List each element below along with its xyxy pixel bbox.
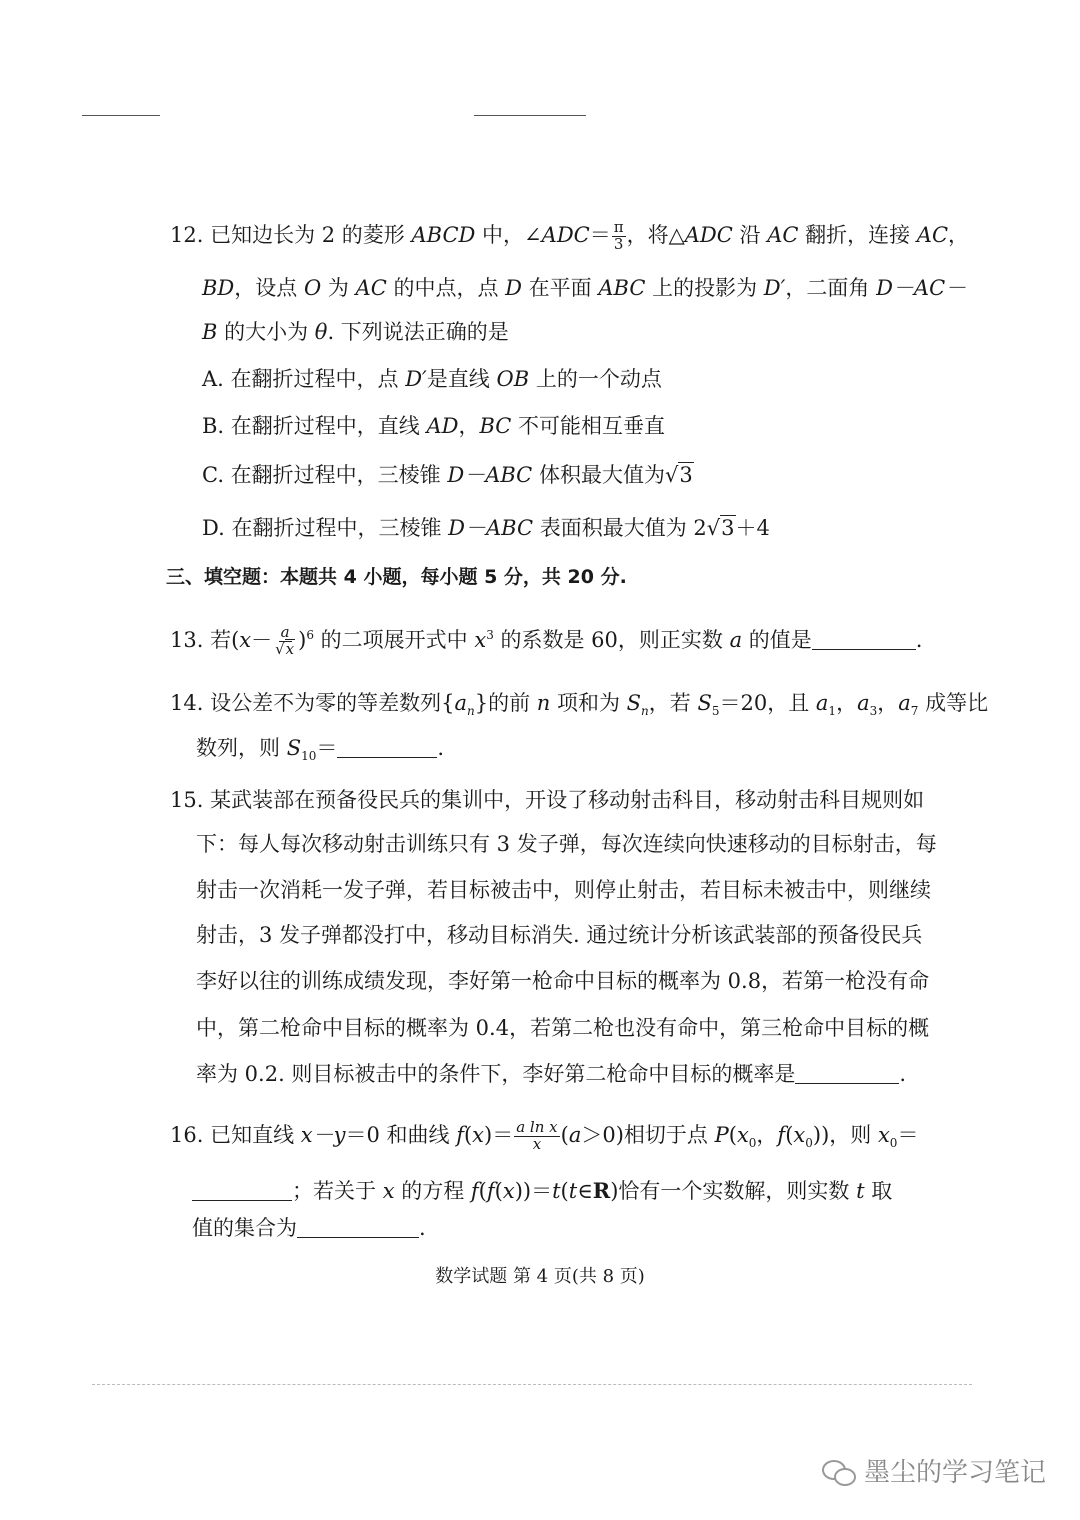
q13-text: 的值是 <box>742 627 812 652</box>
q13-math: a <box>729 627 743 652</box>
q12-line-1 <box>170 220 969 253</box>
frac-den: x <box>532 1134 542 1153</box>
q14-text: ， <box>877 691 899 715</box>
page-footer: 数学试题 第 4 页(共 8 页) <box>435 1266 645 1287</box>
q12-math: ABCD <box>411 222 476 247</box>
q12-math: AC <box>355 276 387 300</box>
q13-math: x <box>474 627 487 652</box>
scan-edge <box>92 1384 972 1385</box>
q13-answer-blank[interactable] <box>812 648 916 650</box>
q12-text: ， <box>948 222 970 247</box>
q16-text: ( <box>478 1179 487 1203</box>
q16-math: t <box>856 1179 865 1203</box>
q12-text: ，设点 <box>234 276 304 300</box>
option-text: D. 在翻折过程中，三棱锥 <box>202 516 449 540</box>
q16-text: ∈ <box>577 1179 593 1203</box>
q14-math: a <box>857 691 870 715</box>
section-heading: 三、填空题：本题共 4 小题，每小题 5 分，共 20 分. <box>166 566 627 588</box>
q14-sub: 3 <box>869 704 878 719</box>
q13-fraction <box>273 625 297 658</box>
q16-sub: 0 <box>805 1135 813 1150</box>
q16-math: t <box>568 1179 578 1203</box>
frac-root: √ <box>275 639 285 658</box>
q12-text: . 下列说法正确的是 <box>327 320 509 344</box>
q15-text: 率为 0.2. 则目标被击中的条件下，李好第二枪命中目标的概率是 <box>196 1062 796 1086</box>
q16-answer-blank-1[interactable] <box>192 1199 292 1201</box>
q15-line-7 <box>196 1064 906 1085</box>
frac-num: a <box>280 623 290 641</box>
q16-math: f <box>777 1122 786 1147</box>
q12-math: D－AC－ <box>876 276 967 300</box>
q12-math: AC <box>767 222 799 247</box>
q16-text: ， <box>756 1122 778 1147</box>
q15-line-3: 射击一次消耗一发子弹，若目标被击中，则停止射击，若目标未被击中，则继续 <box>196 878 931 902</box>
q12-math: B <box>202 320 218 344</box>
q13-text: － <box>251 627 273 652</box>
q16-line-3 <box>192 1218 426 1239</box>
q16-math: x <box>877 1122 890 1147</box>
watermark <box>822 1452 1046 1489</box>
q12-text: 翻折，连接 <box>798 222 917 247</box>
q16-math: R <box>592 1178 611 1203</box>
q14-sub: n <box>466 704 475 719</box>
q14-sub: 1 <box>828 704 837 719</box>
q12-text: 的中点，点 <box>386 276 506 300</box>
option-text: 体积最大值为√ <box>532 463 679 487</box>
q12-math: D <box>505 276 522 300</box>
q16-text: )＝ <box>484 1122 514 1147</box>
q16-text: )恰有一个实数解，则实数 <box>610 1179 857 1203</box>
q16-math: x <box>472 1122 485 1147</box>
q15-text: . <box>899 1062 907 1086</box>
q16-text: ＝ <box>897 1122 919 1147</box>
q16-text: ＞0)相切于点 <box>581 1122 715 1147</box>
q14-line-1 <box>170 693 988 717</box>
q15-line-1: 15. 某武装部在预备役民兵的集训中，开设了移动射击科目，移动射击科目规则如 <box>170 788 925 812</box>
q16-line-1 <box>170 1120 918 1153</box>
q12-text: 中，∠ <box>475 222 542 247</box>
option-math: D－ABC <box>447 463 533 487</box>
option-math: OB <box>496 367 530 391</box>
q12-math: D′ <box>763 276 786 300</box>
q16-text: ( <box>785 1122 794 1147</box>
q16-text: 16. 已知直线 <box>170 1122 301 1147</box>
q16-math: x－y <box>300 1122 346 1147</box>
q14-text: ，若 <box>648 691 698 715</box>
q16-line-2 <box>192 1180 892 1202</box>
watermark-text: 墨尘的学习笔记 <box>863 1458 1046 1488</box>
q16-answer-blank-2[interactable] <box>297 1236 419 1238</box>
q12-text: 的大小为 <box>217 320 315 344</box>
q13-exponent: 3 <box>486 627 494 642</box>
q13-text: . <box>915 627 923 652</box>
frac-den: x <box>285 639 295 658</box>
q14-text: 14. 设公差不为零的等差数列{ <box>170 691 455 715</box>
q16-text: ；若关于 <box>292 1179 383 1203</box>
q12-math: θ <box>314 320 328 344</box>
q12-text: 沿 <box>732 222 768 247</box>
option-math: D－ABC <box>448 516 534 540</box>
q12-text: 为 <box>321 276 356 300</box>
q16-math: P <box>714 1122 729 1147</box>
q16-text: ( <box>560 1179 569 1203</box>
q12-math: ABC <box>598 276 646 300</box>
q16-text: . <box>419 1216 426 1240</box>
q12-text: ，二面角 <box>785 276 877 300</box>
frac-num: π <box>613 218 624 236</box>
option-text: ＋4 <box>735 516 770 540</box>
q14-text: }的前 <box>474 691 537 715</box>
option-text: B. 在翻折过程中，直线 <box>202 414 427 438</box>
q14-math: S <box>697 691 712 715</box>
q12-math: O <box>303 276 322 300</box>
q15-line-2: 下：每人每次移动射击训练只有 3 发子弹，每次连续向快速移动的目标射击，每 <box>196 832 937 856</box>
q12-option-d <box>202 518 770 539</box>
q16-math: f <box>470 1179 479 1203</box>
q16-sub: 0 <box>889 1135 898 1150</box>
q14-line-2 <box>196 738 444 762</box>
q15-line-5: 李好以往的训练成绩发现，李好第一枪命中目标的概率为 0.8，若第一枪没有命 <box>196 969 930 993</box>
q14-math: S <box>286 736 302 760</box>
q14-math: a <box>815 691 829 715</box>
option-math: BC <box>479 414 512 438</box>
option-math: AD <box>426 414 459 438</box>
q16-text: 的方程 <box>394 1179 471 1203</box>
q14-text: ＝20，且 <box>719 691 816 715</box>
q13-exponent: 6 <box>306 627 314 642</box>
q12-text: ＝ <box>589 222 611 247</box>
top-rule-left <box>82 115 160 116</box>
q16-math: f <box>456 1122 464 1147</box>
q15-line-6: 中，第二枪命中目标的概率为 0.4，若第二枪也没有命中，第三枪命中目标的概 <box>196 1016 930 1040</box>
q14-text: 成等比 <box>918 691 989 715</box>
q15-line-4: 射击，3 发子弹都没打中，移动目标消失. 通过统计分析该武装部的预备役民兵 <box>196 923 923 947</box>
q14-text: . <box>437 736 445 760</box>
top-rule-right <box>474 115 586 116</box>
q14-sub: 7 <box>910 704 919 719</box>
q12-line-2 <box>202 278 966 299</box>
q12-option-c <box>202 465 694 486</box>
q12-fraction <box>612 220 626 253</box>
q14-sub: n <box>641 704 649 719</box>
option-text: C. 在翻折过程中，三棱锥 <box>202 463 448 487</box>
option-text: A. 在翻折过程中，点 <box>202 367 406 391</box>
q14-text: ， <box>836 691 858 715</box>
wechat-icon <box>822 1456 856 1486</box>
q14-math: S <box>626 691 642 715</box>
q16-math: x <box>793 1122 806 1147</box>
q12-text: 上的投影为 <box>645 276 764 300</box>
q12-line-3 <box>202 322 509 343</box>
q12-math: AC <box>916 222 949 247</box>
q12-option-a <box>202 369 662 390</box>
q14-math: a <box>454 691 467 715</box>
q16-math: x <box>736 1122 749 1147</box>
q16-text: ＝0 和曲线 <box>345 1122 457 1147</box>
q16-math: f <box>486 1179 495 1203</box>
q16-math: a <box>568 1122 582 1147</box>
q16-math: t <box>552 1179 561 1203</box>
q16-text: ( <box>463 1122 473 1147</box>
option-text: 是直线 <box>426 367 497 391</box>
option-text: 表面积最大值为 2√ <box>533 516 721 540</box>
q12-text: 在平面 <box>521 276 599 300</box>
q15-answer-blank[interactable] <box>795 1082 899 1084</box>
q16-text: ( <box>560 1122 569 1147</box>
q16-fraction <box>514 1120 559 1153</box>
q14-sub: 5 <box>711 704 720 719</box>
q14-math: a <box>898 691 911 715</box>
q16-text: 取 <box>864 1179 893 1203</box>
option-text: 不可能相互垂直 <box>511 414 666 438</box>
q12-text: ，将△ <box>626 222 685 247</box>
q16-text: ( <box>494 1179 503 1203</box>
q14-sub: 10 <box>301 749 317 764</box>
q12-option-b <box>202 416 665 437</box>
frac-den: 3 <box>613 234 624 253</box>
q12-text: 12. 已知边长为 2 的菱形 <box>170 222 412 247</box>
option-text: 上的一个动点 <box>529 367 662 391</box>
q16-math: x <box>502 1179 515 1203</box>
q16-sub: 0 <box>748 1135 757 1150</box>
option-text: ， <box>458 414 480 438</box>
q12-math: BD <box>202 276 235 300</box>
q12-math: ADC <box>684 222 733 247</box>
q14-answer-blank[interactable] <box>337 756 437 758</box>
q13-text: 13. 若( <box>170 627 240 652</box>
q13-line <box>170 625 922 658</box>
q14-text: 项和为 <box>550 691 627 715</box>
q16-text: ))，则 <box>812 1122 878 1147</box>
option-math: D′ <box>405 367 427 391</box>
q16-text: ))＝ <box>514 1179 553 1203</box>
frac-num: a ln x <box>516 1118 558 1136</box>
q16-text: ( <box>728 1122 737 1147</box>
option-math: 3 <box>721 516 735 540</box>
q13-text: 的二项展开式中 <box>313 627 475 652</box>
q14-text: ＝ <box>316 736 338 760</box>
q14-text: 数列，则 <box>196 736 287 760</box>
option-math: 3 <box>679 463 693 487</box>
q13-text: 的系数是 60，则正实数 <box>493 627 730 652</box>
q14-math: n <box>536 691 551 715</box>
q13-text: ) <box>298 627 307 652</box>
q16-math: x <box>382 1179 395 1203</box>
q16-text: 值的集合为 <box>192 1216 297 1240</box>
q12-math: ADC <box>541 222 590 247</box>
q13-math: x <box>239 627 252 652</box>
